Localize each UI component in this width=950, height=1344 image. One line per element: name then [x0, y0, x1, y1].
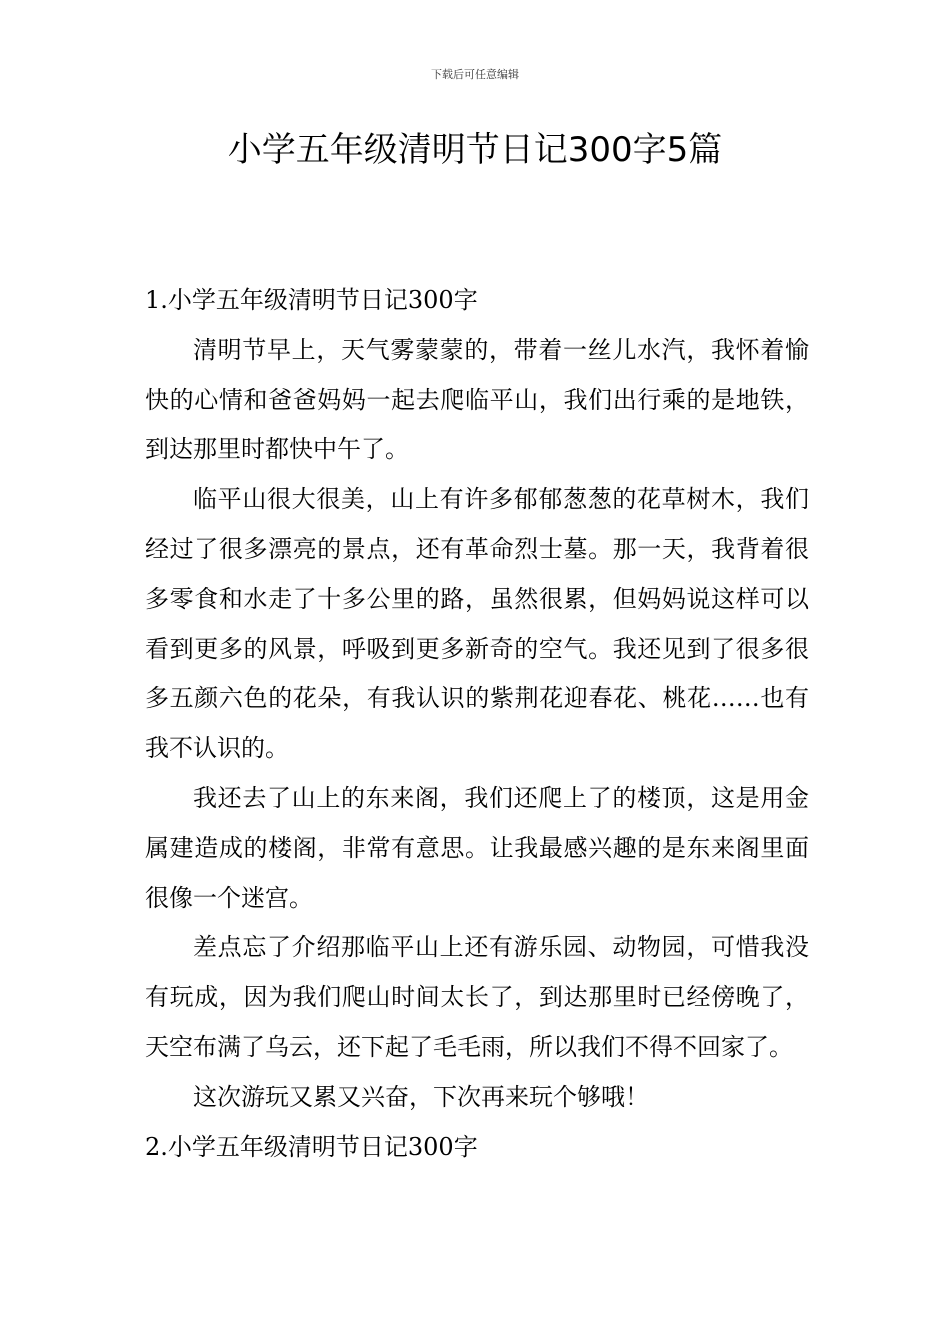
paragraph: 我还去了山上的东来阁，我们还爬上了的楼顶，这是用金属建造成的楼阁，非常有意思。让我最感兴趣的是东来阁里面很像一个迷宫。: [145, 783, 809, 912]
section-heading: 1.小学五年级清明节日记300字: [145, 286, 478, 314]
paragraph: 差点忘了介绍那临平山上还有游乐园、动物园，可惜我没有玩成，因为我们爬山时间太长了，到达那里时已经傍晚了，天空布满了乌云，还下起了毛毛雨，所以我们不得不回家了。: [145, 933, 809, 1061]
document-body: [145, 276, 809, 1172]
header-note: 下载后可任意编辑: [431, 68, 519, 81]
document-title: 小学五年级清明节日记300字5篇: [227, 130, 723, 170]
paragraph: 清明节早上，天气雾蒙蒙的，带着一丝儿水汽，我怀着愉快的心情和爸爸妈妈一起去爬临平山，我们出行乘的是地铁，到达那里时都快中午了。: [145, 335, 809, 464]
paragraph: 这次游玩又累又兴奋，下次再来玩个够哦！: [193, 1082, 649, 1111]
section-heading: 2.小学五年级清明节日记300字: [145, 1132, 478, 1161]
paragraph: 临平山很大很美，山上有许多郁郁葱葱的花草树木，我们经过了很多漂亮的景点，还有革命烈士墓。那一天，我背着很多零食和水走了十多公里的路，虽然很累，但妈妈说这样可以看到更多的风景，呼吸到更多新奇的空气。我还见到了很多很多五颜六色的花朵，有我认识的紫荆花迎春花、桃花……也有我不认识的。: [145, 485, 809, 763]
